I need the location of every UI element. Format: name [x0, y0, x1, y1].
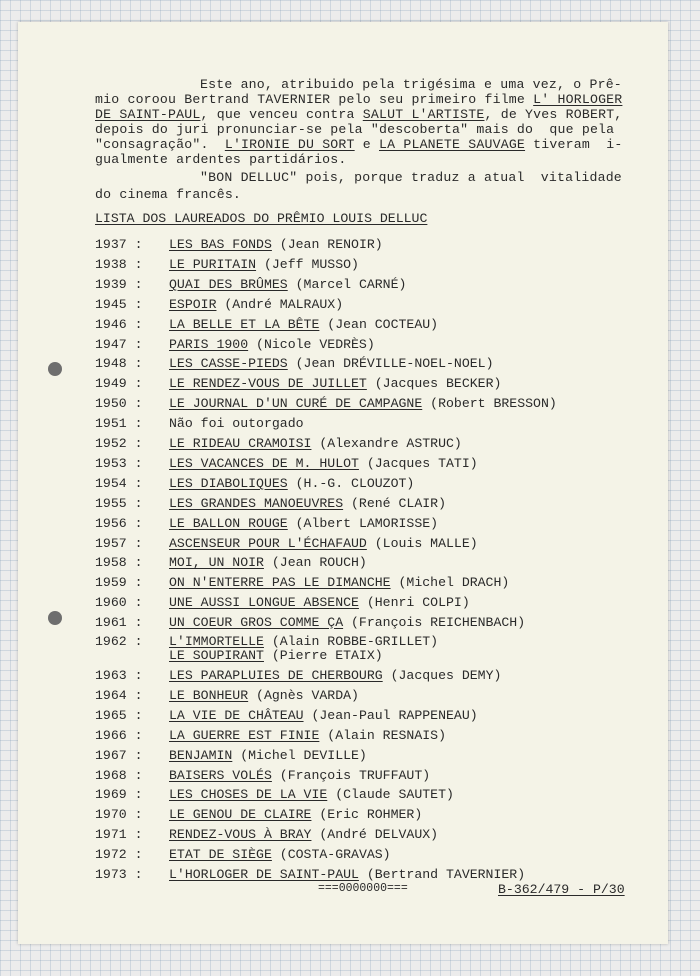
- award-year: 1968 :: [95, 767, 143, 783]
- laureate-row: [95, 257, 359, 272]
- director-name: (François TRUFFAUT): [271, 767, 431, 783]
- end-separator: ===0000000===: [318, 882, 408, 895]
- director-name: (Jacques TATI): [358, 455, 478, 471]
- laureate-row: [95, 595, 470, 610]
- laureate-row: [95, 516, 438, 531]
- award-year: 1958 :: [95, 555, 143, 571]
- laureate-row: [95, 668, 501, 683]
- director-name: (Jean DRÉVILLE-NOEL-NOEL): [287, 356, 494, 372]
- intro-line-1: Este ano, atribuido pela trigésima e uma vez, o Prê-: [200, 77, 622, 92]
- laureate-row: [95, 867, 525, 882]
- punch-hole: [48, 611, 62, 625]
- closing-line-1: "BON DELLUC" pois, porque traduz a atual vitalidade: [200, 170, 622, 185]
- laureate-row: [95, 787, 454, 802]
- director-name: (Pierre ETAIX): [263, 648, 383, 663]
- film-title: LA BELLE ET LA BÊTE: [169, 316, 320, 332]
- director-name: (Michel DRACH): [390, 575, 510, 591]
- laureate-row: [95, 708, 478, 723]
- award-year: 1971 :: [95, 827, 143, 843]
- award-year: 1956 :: [95, 515, 143, 531]
- film-title: UNE AUSSI LONGUE ABSENCE: [169, 595, 359, 611]
- film-title: QUAI DES BRÛMES: [169, 276, 288, 292]
- film-title: LE BALLON ROUGE: [169, 515, 288, 531]
- director-name: (Eric ROHMER): [311, 807, 423, 823]
- film-title: LES CASSE-PIEDS: [169, 356, 288, 372]
- director-name: (Jean COCTEAU): [319, 316, 439, 332]
- film-title: MOI, UN NOIR: [169, 555, 264, 571]
- laureate-row: [95, 555, 367, 570]
- award-year: 1969 :: [95, 787, 143, 803]
- director-name: (André MALRAUX): [216, 296, 344, 312]
- film-title: LE RENDEZ-VOUS DE JUILLET: [169, 376, 367, 392]
- award-year: 1973 :: [95, 867, 143, 882]
- punch-hole: [48, 362, 62, 376]
- film-title: LES BAS FONDS: [169, 237, 272, 252]
- closing-line-2: do cinema francês.: [95, 187, 242, 202]
- film-title: PARIS 1900: [169, 336, 249, 352]
- laureate-row: [95, 728, 446, 743]
- intro-line-3: DE SAINT-PAUL, que venceu contra SALUT L'ARTISTE, de Yves ROBERT,: [95, 107, 623, 122]
- director-name: (Louis MALLE): [366, 535, 478, 551]
- director-name: (Michel DEVILLE): [232, 747, 367, 763]
- award-year: 1939 :: [95, 276, 143, 292]
- film-title: BAISERS VOLÉS: [169, 767, 272, 783]
- director-name: (Albert LAMORISSE): [287, 515, 439, 531]
- award-year: 1953 :: [95, 455, 143, 471]
- film-title: UN COEUR GROS COMME ÇA: [169, 615, 344, 631]
- film-title: LES GRANDES MANOEUVRES: [169, 495, 344, 511]
- film-title: LES VACANCES DE M. HULOT: [169, 455, 359, 471]
- intro-line-4: depois do juri pronunciar-se pela "descoberta" mais do que pela: [95, 122, 615, 137]
- director-name: (Claude SAUTET): [327, 787, 454, 803]
- director-name: (Jeff MUSSO): [256, 256, 359, 272]
- director-name: (Alexandre ASTRUC): [311, 436, 462, 451]
- director-name: (Jean ROUCH): [263, 555, 367, 571]
- film-title: RENDEZ-VOUS À BRAY: [169, 827, 312, 843]
- laureate-row: [95, 575, 509, 590]
- laureate-row: [95, 277, 406, 292]
- film-title: L'IMMORTELLE: [169, 634, 264, 649]
- award-year: 1952 :: [95, 436, 143, 451]
- award-year: 1960 :: [95, 595, 143, 611]
- laureate-row: [95, 337, 375, 352]
- director-name: (Jean RENOIR): [271, 237, 383, 252]
- laureate-row: [95, 768, 430, 783]
- director-name: (Marcel CARNÉ): [287, 276, 407, 292]
- film-title: LE JOURNAL D'UN CURÉ DE CAMPAGNE: [169, 396, 423, 412]
- award-year: 1937 :: [95, 237, 143, 252]
- film-title: LA GUERRE EST FINIE: [169, 727, 320, 743]
- director-name: (H.-G. CLOUZOT): [287, 475, 415, 491]
- film-title: BENJAMIN: [169, 747, 233, 763]
- laureate-row: [95, 688, 359, 703]
- director-name: (Robert BRESSON): [422, 396, 557, 412]
- film-title: ETAT DE SIÈGE: [169, 847, 272, 863]
- award-year: 1970 :: [95, 807, 143, 823]
- film-title: LE GENOU DE CLAIRE: [169, 807, 312, 823]
- intro-line-6: gualmente ardentes partidários.: [95, 152, 347, 167]
- laureate-row: [95, 237, 383, 252]
- director-name: (Henri COLPI): [358, 595, 470, 611]
- laureate-row: [95, 416, 304, 431]
- laureate-row: [95, 376, 501, 391]
- director-name: (Jean-Paul RAPPENEAU): [303, 707, 478, 723]
- film-title: ON N'ENTERRE PAS LE DIMANCHE: [169, 575, 391, 591]
- film-title: L'HORLOGER DE SAINT-PAUL: [169, 867, 359, 882]
- award-year: 1945 :: [95, 296, 143, 312]
- laureate-row: [95, 436, 462, 451]
- award-year: 1961 :: [95, 615, 143, 631]
- award-year: 1947 :: [95, 336, 143, 352]
- award-year: 1948 :: [95, 356, 143, 372]
- laureate-row: [95, 827, 438, 842]
- award-year: 1938 :: [95, 256, 143, 272]
- laureate-row: [95, 297, 343, 312]
- laureate-row: [95, 356, 493, 371]
- list-heading: LISTA DOS LAUREADOS DO PRÊMIO LOUIS DELLUC: [95, 211, 428, 226]
- intro-line-5: "consagração". L'IRONIE DU SORT e LA PLANETE SAUVAGE tiveram i-: [95, 137, 623, 152]
- director-name: (Bertrand TAVERNIER): [358, 867, 526, 882]
- laureate-row: [95, 496, 446, 511]
- award-year: 1954 :: [95, 475, 143, 491]
- director-name: (Jacques DEMY): [382, 668, 502, 683]
- laureate-row: [95, 635, 438, 663]
- film-title: LE BONHEUR: [169, 687, 249, 703]
- film-title: LES CHOSES DE LA VIE: [169, 787, 328, 803]
- director-name: (René CLAIR): [343, 495, 446, 511]
- document-reference: B-362/479 - P/30: [498, 882, 625, 897]
- director-name: (Alain RESNAIS): [319, 727, 446, 743]
- film-title: LA VIE DE CHÂTEAU: [169, 707, 304, 723]
- award-year: 1946 :: [95, 316, 143, 332]
- award-year: 1951 :: [95, 416, 143, 432]
- film-title: LE SOUPIRANT: [169, 648, 264, 663]
- laureate-row: [95, 807, 422, 822]
- director-name: (François REICHENBACH): [343, 615, 526, 631]
- film-title: ASCENSEUR POUR L'ÉCHAFAUD: [169, 535, 367, 551]
- award-year: 1967 :: [95, 747, 143, 763]
- award-year: 1949 :: [95, 376, 143, 392]
- film-title: ESPOIR: [169, 296, 217, 312]
- award-year: 1950 :: [95, 396, 143, 412]
- film-title: LES PARAPLUIES DE CHERBOURG: [169, 668, 383, 683]
- film-title: LE RIDEAU CRAMOISI: [169, 436, 312, 451]
- director-name: (Nicole VEDRÈS): [248, 336, 375, 352]
- award-year: 1957 :: [95, 535, 143, 551]
- director-name: (Alain ROBBE-GRILLET): [263, 634, 439, 649]
- award-year: 1959 :: [95, 575, 143, 591]
- laureate-row: [95, 748, 367, 763]
- award-year: 1963 :: [95, 668, 143, 683]
- director-name: (Jacques BECKER): [366, 376, 502, 392]
- laureate-row: [95, 615, 525, 630]
- award-year: 1964 :: [95, 687, 143, 703]
- director-name: (COSTA-GRAVAS): [271, 847, 391, 863]
- film-title: LES DIABOLIQUES: [169, 475, 288, 491]
- laureate-row: [95, 396, 557, 411]
- laureate-row: [95, 456, 478, 471]
- award-year: 1962 :: [95, 634, 143, 649]
- award-year: 1972 :: [95, 847, 143, 863]
- award-year: 1965 :: [95, 707, 143, 723]
- director-name: (André DELVAUX): [311, 827, 439, 843]
- film-title: LE PURITAIN: [169, 256, 257, 272]
- laureate-second-line: [95, 649, 438, 663]
- laureate-row: [95, 476, 414, 491]
- director-name: (Agnès VARDA): [248, 687, 359, 703]
- no-award-note: Não foi outorgado: [169, 416, 304, 432]
- laureate-row: [95, 317, 438, 332]
- laureate-row: [95, 536, 478, 551]
- laureate-row: [95, 847, 391, 862]
- award-year: 1955 :: [95, 495, 143, 511]
- award-year: 1966 :: [95, 727, 143, 743]
- intro-line-2: mio coroou Bertrand TAVERNIER pelo seu primeiro filme L' HORLOGER: [95, 92, 623, 107]
